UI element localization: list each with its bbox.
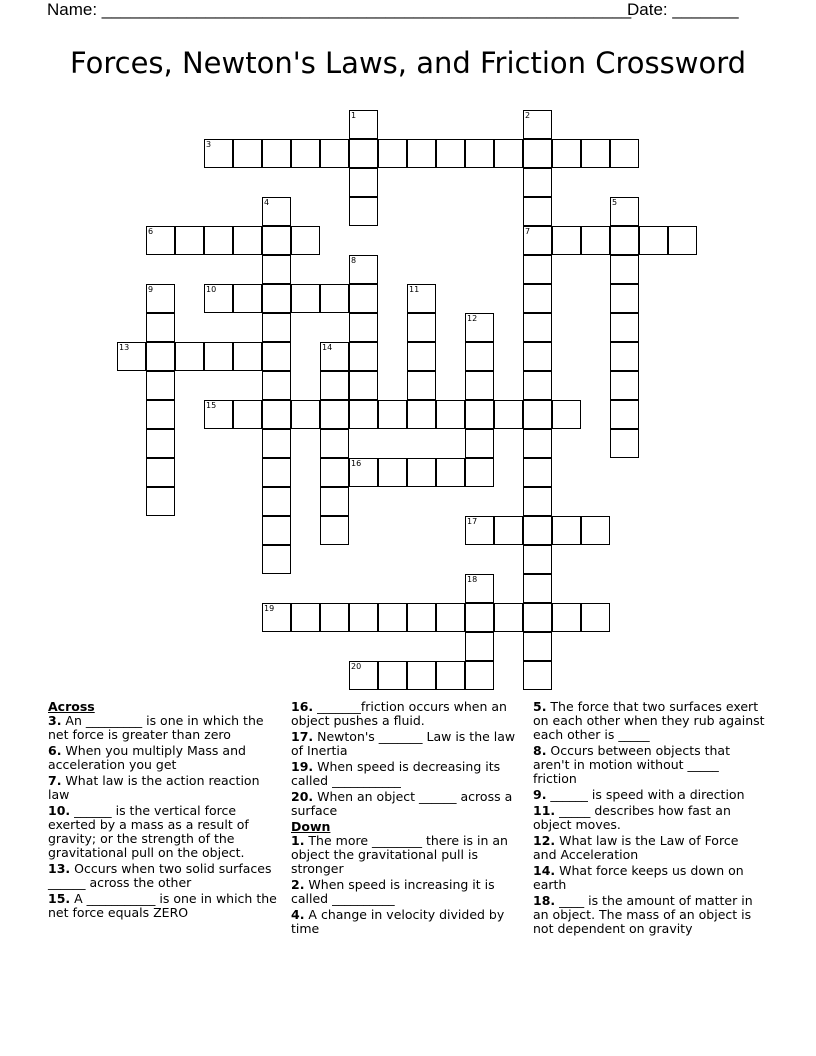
clue-across-3: 3. An _________ is one in which the net force is greater than zero	[48, 713, 264, 742]
grid-cell[interactable]	[581, 226, 610, 255]
grid-cell[interactable]	[523, 458, 552, 487]
clue-number: 16	[351, 459, 362, 468]
clue-down-5: 5. The force that two surfaces exert on each other when they rub against each other is _____	[533, 699, 765, 742]
grid-cell[interactable]	[407, 661, 436, 690]
grid-cell[interactable]	[523, 197, 552, 226]
grid-cell[interactable]	[146, 487, 175, 516]
grid-cell[interactable]	[523, 371, 552, 400]
clue-number: 6	[148, 227, 154, 236]
down-heading: Down	[291, 819, 331, 834]
grid-cell[interactable]	[494, 516, 523, 545]
grid-cell[interactable]	[146, 371, 175, 400]
grid-cell[interactable]	[436, 139, 465, 168]
clue-across-6: 6. When you multiply Mass and acceleration you get	[48, 743, 246, 772]
clue-number: 18	[467, 575, 478, 584]
grid-cell[interactable]	[610, 226, 639, 255]
grid-cell[interactable]	[523, 516, 552, 545]
grid-cell[interactable]	[610, 371, 639, 400]
clue-across-10: 10. ______ is the vertical force exerted by a mass as a result of gravity; or the strength of the gravitational pull on the object.	[48, 803, 249, 860]
grid-cell[interactable]	[291, 603, 320, 632]
grid-cell[interactable]	[378, 400, 407, 429]
clue-down-1: 1. The more ________ there is in an object the gravitational pull is stronger	[291, 833, 508, 876]
clue-across-17: 17. Newton's _______ Law is the law of Inertia	[291, 729, 516, 758]
grid-cell[interactable]	[320, 371, 349, 400]
grid-cell[interactable]	[552, 139, 581, 168]
grid-cell[interactable]	[349, 168, 378, 197]
grid-cell[interactable]	[204, 226, 233, 255]
grid-cell[interactable]	[668, 226, 697, 255]
grid-cell[interactable]	[523, 400, 552, 429]
clue-across-13: 13. Occurs when two solid surfaces ______ across the other	[48, 861, 272, 890]
clue-number: 4	[264, 198, 270, 207]
grid-cell[interactable]	[233, 139, 262, 168]
grid-cell[interactable]	[610, 342, 639, 371]
grid-cell[interactable]	[233, 342, 262, 371]
grid-cell[interactable]	[581, 139, 610, 168]
grid-cell[interactable]	[465, 458, 494, 487]
grid-cell[interactable]	[523, 574, 552, 603]
grid-cell[interactable]	[523, 487, 552, 516]
grid-cell[interactable]	[494, 139, 523, 168]
grid-cell[interactable]	[262, 429, 291, 458]
clue-across-16: 16. _______friction occurs when an object pushes a fluid.	[291, 699, 507, 728]
clue-column-1	[48, 700, 278, 922]
grid-cell[interactable]	[523, 661, 552, 690]
grid-cell[interactable]	[552, 516, 581, 545]
grid-cell[interactable]	[262, 342, 291, 371]
grid-cell[interactable]	[349, 313, 378, 342]
page-title: Forces, Newton's Laws, and Friction Crossword	[69, 46, 747, 80]
grid-cell[interactable]	[146, 458, 175, 487]
grid-cell[interactable]	[523, 168, 552, 197]
clue-number: 12	[467, 314, 478, 323]
grid-cell[interactable]	[581, 516, 610, 545]
clue-across-20: 20. When an object ______ across a surface	[291, 789, 513, 818]
name-field-label[interactable]: Name: ________________________________________________________	[47, 0, 632, 19]
clue-number: 14	[322, 343, 333, 352]
grid-cell[interactable]	[465, 661, 494, 690]
clue-down-2: 2. When speed is increasing it is called __________	[291, 877, 495, 906]
grid-cell[interactable]	[378, 139, 407, 168]
grid-cell[interactable]	[262, 371, 291, 400]
grid-cell[interactable]	[262, 400, 291, 429]
grid-cell[interactable]	[146, 342, 175, 371]
grid-cell[interactable]	[523, 603, 552, 632]
grid-cell[interactable]	[523, 139, 552, 168]
grid-cell[interactable]	[262, 226, 291, 255]
grid-cell[interactable]	[378, 603, 407, 632]
grid-cell[interactable]	[610, 313, 639, 342]
grid-cell[interactable]	[407, 371, 436, 400]
grid-cell[interactable]	[233, 400, 262, 429]
grid-cell[interactable]	[378, 661, 407, 690]
grid-cell[interactable]	[407, 458, 436, 487]
clue-down-4: 4. A change in velocity divided by time	[291, 907, 505, 936]
grid-cell[interactable]	[552, 226, 581, 255]
grid-cell[interactable]	[581, 603, 610, 632]
grid-cell[interactable]	[146, 429, 175, 458]
grid-cell[interactable]	[523, 342, 552, 371]
across-heading: Across	[48, 699, 95, 714]
grid-cell[interactable]	[349, 603, 378, 632]
clue-number: 8	[351, 256, 357, 265]
grid-cell[interactable]	[407, 313, 436, 342]
grid-cell[interactable]	[610, 255, 639, 284]
grid-cell[interactable]	[407, 603, 436, 632]
clue-number: 7	[525, 227, 531, 236]
clue-number: 5	[612, 198, 618, 207]
clue-down-9: 9. ______ is speed with a direction	[533, 787, 745, 802]
clue-down-8: 8. Occurs between objects that aren't in motion without _____ friction	[533, 743, 730, 786]
clue-column-3	[533, 700, 765, 938]
grid-cell[interactable]	[436, 603, 465, 632]
grid-cell[interactable]	[552, 603, 581, 632]
grid-cell[interactable]	[320, 516, 349, 545]
grid-cell[interactable]	[407, 139, 436, 168]
grid-cell[interactable]	[349, 400, 378, 429]
clue-number: 15	[206, 401, 217, 410]
grid-cell[interactable]	[204, 342, 233, 371]
clue-number: 17	[467, 517, 478, 526]
grid-cell[interactable]	[320, 429, 349, 458]
grid-cell[interactable]	[146, 313, 175, 342]
clue-number: 3	[206, 140, 212, 149]
grid-cell[interactable]	[320, 458, 349, 487]
grid-cell[interactable]	[552, 400, 581, 429]
grid-cell[interactable]	[465, 371, 494, 400]
grid-cell[interactable]	[465, 342, 494, 371]
grid-cell[interactable]	[320, 603, 349, 632]
grid-cell[interactable]	[320, 487, 349, 516]
grid-cell[interactable]	[378, 458, 407, 487]
grid-cell[interactable]	[291, 139, 320, 168]
clue-down-11: 11. _____ describes how fast an object moves.	[533, 803, 731, 832]
grid-cell[interactable]	[436, 661, 465, 690]
grid-cell[interactable]	[523, 632, 552, 661]
grid-cell[interactable]	[233, 226, 262, 255]
grid-cell[interactable]	[465, 632, 494, 661]
clue-number: 2	[525, 111, 531, 120]
grid-cell[interactable]	[233, 284, 262, 313]
grid-cell[interactable]	[523, 255, 552, 284]
grid-cell[interactable]	[146, 400, 175, 429]
grid-cell[interactable]	[262, 545, 291, 574]
grid-cell[interactable]	[523, 545, 552, 574]
grid-cell[interactable]	[349, 139, 378, 168]
date-field-label[interactable]: Date: _______	[627, 0, 739, 19]
grid-cell[interactable]	[320, 400, 349, 429]
grid-cell[interactable]	[610, 429, 639, 458]
clue-across-19: 19. When speed is decreasing its called ___________	[291, 759, 501, 788]
clue-number: 10	[206, 285, 217, 294]
grid-cell[interactable]	[407, 342, 436, 371]
grid-cell[interactable]	[465, 400, 494, 429]
grid-cell[interactable]	[436, 458, 465, 487]
grid-cell[interactable]	[262, 284, 291, 313]
clue-number: 11	[409, 285, 420, 294]
clue-number: 9	[148, 285, 154, 294]
clue-across-7: 7. What law is the action reaction law	[48, 773, 260, 802]
grid-cell[interactable]	[262, 255, 291, 284]
grid-cell[interactable]	[291, 400, 320, 429]
grid-cell[interactable]	[523, 284, 552, 313]
clue-column-2	[291, 700, 516, 938]
grid-cell[interactable]	[610, 284, 639, 313]
grid-cell[interactable]	[494, 603, 523, 632]
grid-cell[interactable]	[291, 284, 320, 313]
clue-number: 20	[351, 662, 362, 671]
grid-cell[interactable]	[262, 516, 291, 545]
grid-cell[interactable]	[175, 342, 204, 371]
grid-cell[interactable]	[349, 284, 378, 313]
grid-cell[interactable]	[291, 226, 320, 255]
grid-cell[interactable]	[349, 371, 378, 400]
grid-cell[interactable]	[465, 603, 494, 632]
grid-cell[interactable]	[262, 139, 291, 168]
clue-down-18: 18. ____ is the amount of matter in an object. The mass of an object is not dependent on gravity	[533, 893, 753, 936]
grid-cell[interactable]	[436, 400, 465, 429]
grid-cell[interactable]	[610, 139, 639, 168]
grid-cell[interactable]	[494, 400, 523, 429]
clue-down-12: 12. What law is the Law of Force and Acceleration	[533, 833, 739, 862]
grid-cell[interactable]	[320, 284, 349, 313]
grid-cell[interactable]	[262, 458, 291, 487]
clue-across-15: 15. A ___________ is one in which the net force equals ZERO	[48, 891, 277, 920]
grid-cell[interactable]	[610, 400, 639, 429]
grid-cell[interactable]	[349, 197, 378, 226]
clue-number: 19	[264, 604, 275, 613]
grid-cell[interactable]	[465, 429, 494, 458]
grid-cell[interactable]	[320, 139, 349, 168]
grid-cell[interactable]	[175, 226, 204, 255]
grid-cell[interactable]	[262, 487, 291, 516]
clue-number: 13	[119, 343, 130, 352]
clue-number: 1	[351, 111, 357, 120]
grid-cell[interactable]	[262, 313, 291, 342]
grid-cell[interactable]	[349, 342, 378, 371]
grid-cell[interactable]	[523, 313, 552, 342]
grid-cell[interactable]	[407, 400, 436, 429]
grid-cell[interactable]	[639, 226, 668, 255]
clue-down-14: 14. What force keeps us down on earth	[533, 863, 744, 892]
grid-cell[interactable]	[523, 429, 552, 458]
grid-cell[interactable]	[465, 139, 494, 168]
